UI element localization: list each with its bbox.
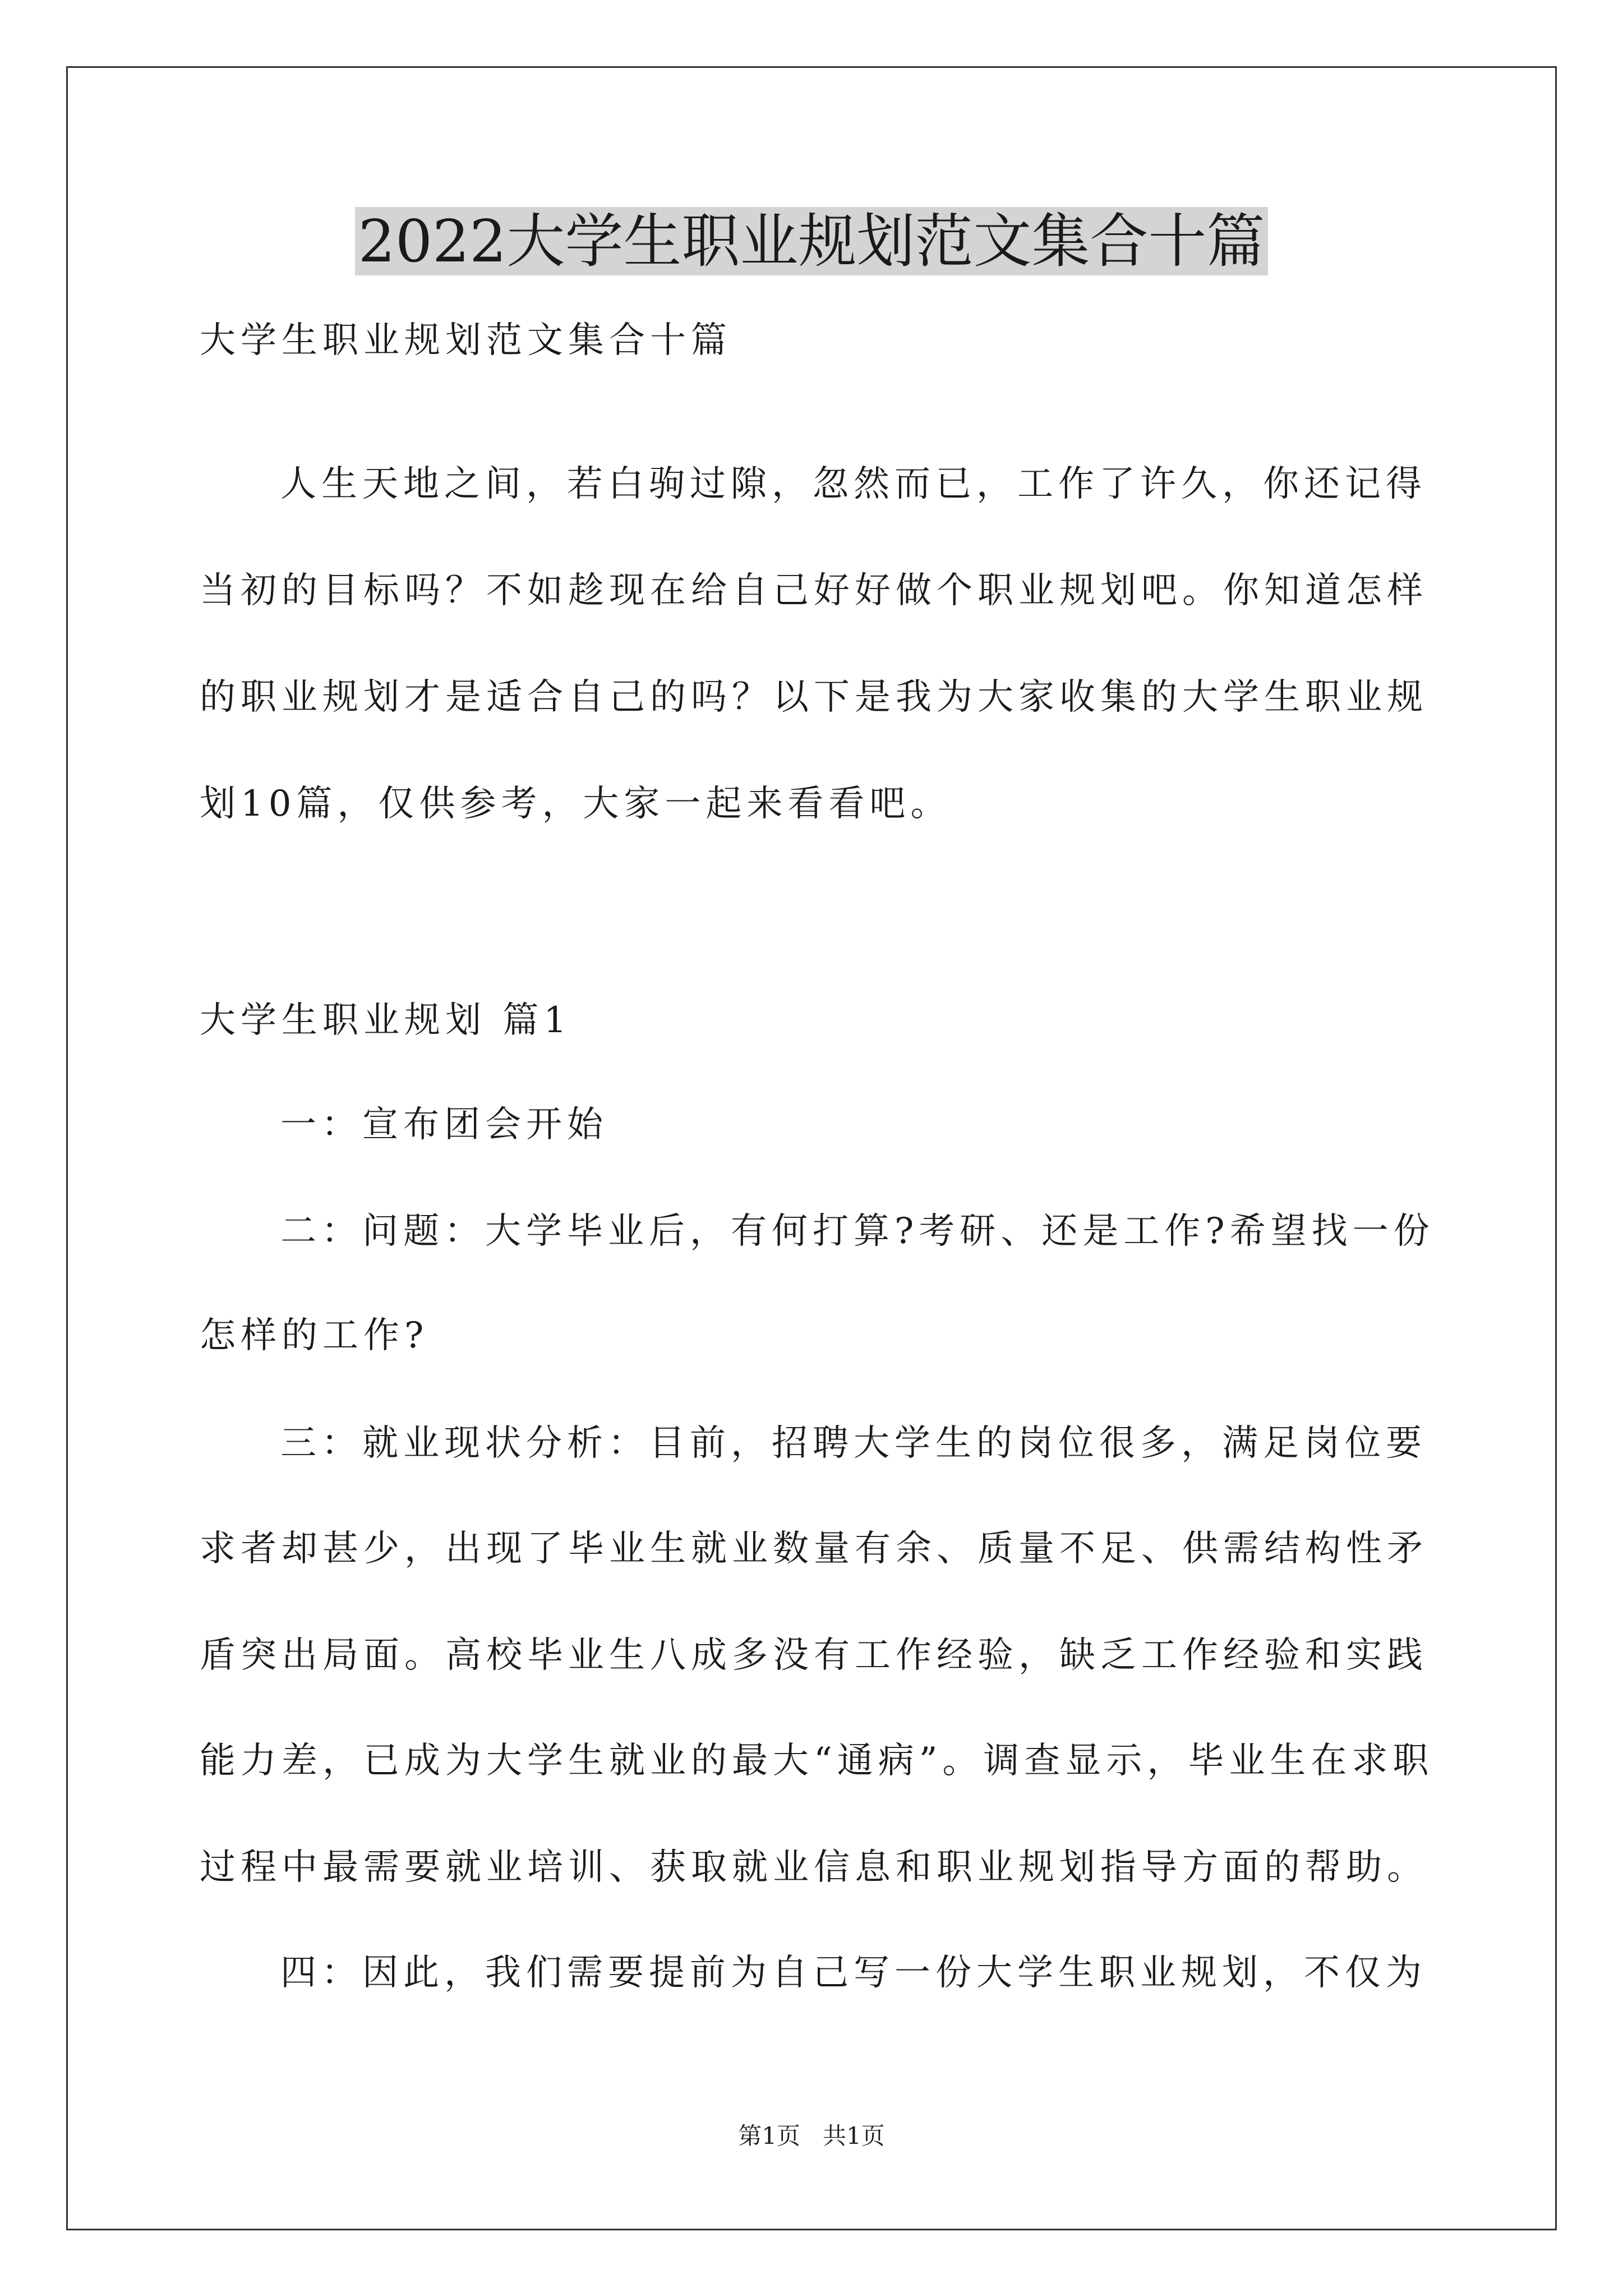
body-line-2: 二：问题：大学毕业后，有何打算?考研、还是工作?希望找一份 — [280, 1211, 1435, 1252]
document-title — [0, 203, 1623, 279]
document-title-text: 2022大学生职业规划范文集合十篇 — [355, 207, 1269, 275]
body-line-6: 盾突出局面。高校毕业生八成多没有工作经验，缺乏工作经验和实践 — [200, 1635, 1428, 1676]
body-line-3: 怎样的工作? — [200, 1315, 429, 1356]
section-heading: 大学生职业规划 篇1 — [200, 1000, 572, 1041]
body-line-4: 三：就业现状分析：目前，招聘大学生的岗位很多，满足岗位要 — [280, 1423, 1427, 1464]
intro-line-4: 划10篇，仅供参考，大家一起来看看吧。 — [200, 783, 952, 825]
body-line-5: 求者却甚少，出现了毕业生就业数量有余、质量不足、供需结构性矛 — [200, 1528, 1428, 1570]
body-line-9: 四：因此，我们需要提前为自己写一份大学生职业规划，不仅为 — [280, 1952, 1427, 1994]
body-line-8: 过程中最需要就业培训、获取就业信息和职业规划指导方面的帮助。 — [200, 1847, 1428, 1888]
document-subtitle: 大学生职业规划范文集合十篇 — [200, 320, 732, 361]
body-line-7: 能力差，已成为大学生就业的最大“通病”。调查显示，毕业生在求职 — [200, 1740, 1434, 1782]
intro-line-1: 人生天地之间，若白驹过隙，忽然而已，工作了许久，你还记得 — [280, 463, 1427, 505]
intro-line-3: 的职业规划才是适合自己的吗？以下是我为大家收集的大学生职业规 — [200, 677, 1428, 718]
body-line-1: 一：宣布团会开始 — [280, 1104, 608, 1145]
page-footer: 第1页 共1页 — [738, 2122, 885, 2150]
intro-line-2: 当初的目标吗？不如趁现在给自己好好做个职业规划吧。你知道怎样 — [200, 570, 1428, 611]
